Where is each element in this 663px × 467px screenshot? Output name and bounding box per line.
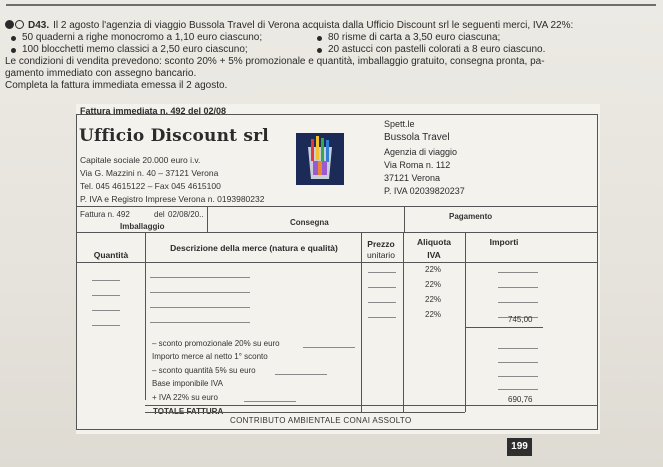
goods-item: 100 blocchetti memo classici a 2,50 euro ciascuno; — [11, 44, 311, 56]
col-quantity: Quantità — [93, 250, 129, 260]
rule — [465, 232, 466, 412]
delivery-label: Consegna — [290, 218, 329, 227]
col-vat-rate: Aliquota — [417, 237, 451, 247]
exercise-level-icon — [5, 20, 24, 29]
packaging-label: Imballaggio — [120, 222, 165, 231]
blank-line — [150, 292, 250, 293]
blank-line — [498, 272, 538, 273]
rule — [76, 206, 598, 207]
page-number: 199 — [507, 438, 532, 456]
col-vat-rate-sub: IVA — [427, 250, 441, 260]
blank-line — [275, 374, 327, 375]
sale-conditions-cont: gamento immediato con assegno bancario. — [5, 68, 197, 79]
total-label: TOTALE FATTURA — [153, 407, 224, 416]
invoice-date-label: del — [154, 210, 165, 219]
rule — [361, 232, 362, 412]
exercise-intro: Il 2 agosto l'agenzia di viaggio Bussola Travel di Verona acquista dalla Ufficio Discount srl le seguenti merci, IVA 22%: — [53, 20, 574, 31]
seller-name: Ufficio Discount srl — [79, 126, 269, 146]
buyer-city: 37121 Verona — [384, 173, 441, 183]
blank-line — [368, 272, 396, 273]
blank-line — [150, 322, 250, 323]
col-price-sub: unitario — [367, 250, 395, 260]
rule — [465, 327, 543, 328]
blank-line — [368, 287, 396, 288]
blank-line — [244, 401, 296, 402]
conai-footer: CONTRIBUTO AMBIENTALE CONAI ASSOLTO — [230, 416, 412, 425]
summary-line: Importo merce al netto 1° sconto — [152, 352, 268, 361]
exercise-task: Completa la fattura immediata emessa il 2 agosto. — [5, 80, 228, 91]
invoice-heading: Fattura immediata n. 492 del 02/08 — [80, 106, 227, 116]
rule — [404, 206, 405, 232]
summary-line: – sconto promozionale 20% su euro — [152, 339, 280, 348]
blank-line — [150, 307, 250, 308]
blank-line — [498, 362, 538, 363]
blank-line — [150, 277, 250, 278]
subtotal-value: 745,00 — [508, 315, 533, 324]
blank-line — [368, 302, 396, 303]
total-value: 690,76 — [508, 395, 533, 404]
col-price: Prezzo — [367, 239, 395, 249]
sale-conditions: Le condizioni di vendita prevedono: sconto 20% + 5% promozionale e quantità, imballaggio gratuito, consegna pronta, pa- — [5, 56, 545, 67]
vat-rate-cell: 22% — [425, 310, 442, 319]
summary-line: – sconto quantità 5% su euro — [152, 366, 256, 375]
buyer-vat: P. IVA 02039820237 — [384, 186, 465, 196]
invoice-date: 02/08/20.. — [168, 210, 204, 219]
blank-line — [498, 376, 538, 377]
blank-line — [92, 310, 120, 311]
buyer-label: Spett.le — [384, 119, 415, 129]
blank-line — [368, 317, 396, 318]
blank-line — [92, 295, 120, 296]
goods-item: 80 risme di carta a 3,50 euro ciascuna; — [317, 32, 647, 44]
vat-rate-cell: 22% — [425, 280, 442, 289]
seller-capital: Capitale sociale 20.000 euro i.v. — [80, 155, 201, 165]
rule — [76, 232, 598, 233]
exercise-number: D43. — [28, 20, 50, 31]
goods-list — [11, 32, 657, 56]
seller-phone: Tel. 045 4615122 – Fax 045 4615100 — [80, 181, 221, 191]
blank-line — [498, 287, 538, 288]
top-rule — [6, 4, 656, 6]
seller-address: Via G. Mazzini n. 40 – 37121 Verona — [80, 168, 219, 178]
payment-label: Pagamento — [449, 212, 493, 221]
blank-line — [498, 348, 538, 349]
rule — [145, 412, 465, 413]
blank-line — [303, 347, 355, 348]
goods-item: 20 astucci con pastelli colorati a 8 euro ciascuno. — [317, 44, 647, 56]
buyer-street: Via Roma n. 112 — [384, 160, 451, 170]
summary-line: + IVA 22% su euro — [152, 393, 218, 402]
vat-rate-cell: 22% — [425, 265, 442, 274]
summary-line: Base imponibile IVA — [152, 379, 223, 388]
blank-line — [92, 280, 120, 281]
buyer-type: Agenzia di viaggio — [384, 147, 458, 157]
rule — [145, 405, 598, 406]
goods-item: 50 quaderni a righe monocromo a 1,10 euro ciascuno; — [11, 32, 311, 44]
col-description: Descrizione della merce (natura e qualità) — [170, 243, 338, 253]
stationery-logo-icon — [296, 133, 344, 185]
col-amount: Importi — [489, 237, 519, 247]
rule — [145, 232, 146, 400]
seller-vat: P. IVA e Registro Imprese Verona n. 0193980232 — [80, 194, 265, 204]
vat-rate-cell: 22% — [425, 295, 442, 304]
buyer-name: Bussola Travel — [384, 132, 450, 143]
exercise-block — [5, 20, 657, 92]
rule — [76, 262, 598, 263]
exercise-header — [5, 20, 657, 32]
blank-line — [92, 325, 120, 326]
rule — [207, 206, 208, 232]
blank-line — [498, 302, 538, 303]
blank-line — [498, 389, 538, 390]
invoice-number: Fattura n. 492 — [80, 210, 130, 219]
rule — [403, 232, 404, 412]
